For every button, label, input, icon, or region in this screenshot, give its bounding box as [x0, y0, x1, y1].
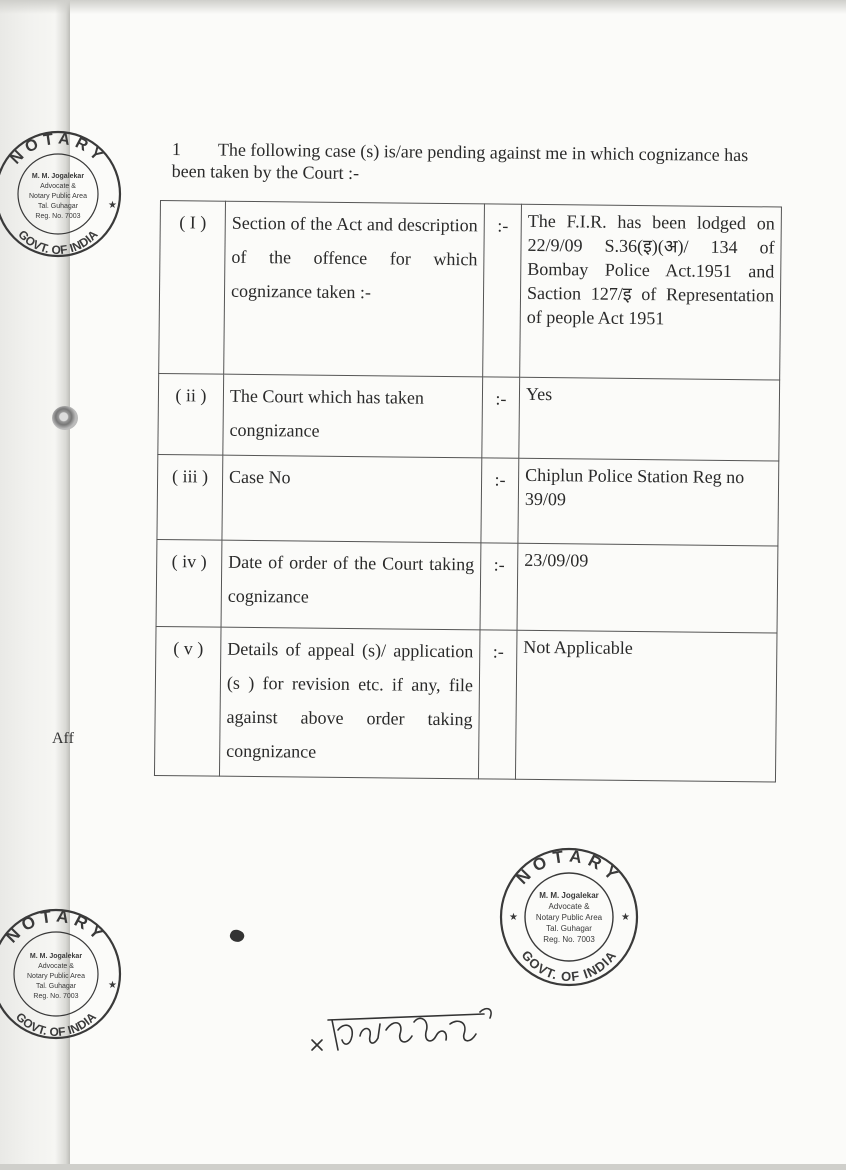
row-separator: :-: [481, 458, 519, 543]
seal-line: Notary Public Area: [29, 193, 87, 200]
seal-star-icon: ★: [108, 200, 117, 211]
seal-bottom-text: GOVT. OF INDIA: [13, 1009, 99, 1040]
seal-line: Tal. Guhagar: [546, 924, 592, 933]
seal-line: Tal. Guhagar: [35, 983, 77, 990]
row-separator: :-: [480, 543, 518, 630]
seal-line: Reg. No. 7003: [33, 993, 79, 1000]
seal-bottom-text: GOVT. OF INDIA: [15, 227, 101, 258]
seal-line: M. M. Jogalekar: [539, 891, 599, 900]
scan-bottom-edge: [0, 1164, 846, 1170]
svg-text:NOTARY: [7, 130, 108, 167]
row-number: ( iii ): [157, 454, 223, 540]
seal-line: Notary Public Area: [27, 973, 85, 980]
row-number: ( ii ): [158, 373, 224, 455]
seal-star-icon: ★: [621, 912, 630, 923]
case-table: [154, 200, 782, 782]
row-number: ( v ): [154, 626, 221, 776]
intro-number: 1: [171, 138, 181, 160]
row-value: Yes: [519, 377, 780, 461]
row-label: The Court which has taken congnizance: [223, 374, 483, 458]
scan-top-edge: [0, 0, 846, 14]
ink-smudge: [228, 928, 246, 945]
seal-star-icon: ★: [108, 980, 117, 991]
row-value: Chiplun Police Station Reg no 39/09: [518, 458, 779, 546]
seal-top-text: NOTARY: [512, 846, 626, 888]
svg-text:GOVT. OF INDIA: [15, 227, 100, 257]
intro-paragraph: [172, 138, 777, 188]
svg-text:GOVT. OF INDIA: [13, 1009, 99, 1039]
seal-line: Reg. No. 7003: [35, 213, 81, 220]
seal-line: Tal. Guhagar: [37, 203, 79, 210]
svg-text:NOTARY: [512, 846, 625, 888]
seal-line: M. M. Jogalekar: [29, 953, 83, 960]
table-row: [157, 454, 779, 545]
seal-top-text: NOTARY: [7, 130, 109, 168]
row-value: Not Applicable: [515, 630, 777, 782]
intro-text: The following case (s) is/are pending against me in which cognizance has been taken by the Court :-: [171, 139, 749, 183]
staple-mark: [52, 406, 78, 430]
notary-seal: [494, 842, 644, 992]
seal-line: Reg. No. 7003: [543, 935, 595, 944]
signature: [308, 1000, 508, 1070]
seal-bottom-text: GOVT. OF INDIA: [518, 947, 620, 985]
row-separator: :-: [482, 377, 520, 458]
seal-line: Advocate &: [40, 183, 76, 190]
notary-seal-partial-top: [0, 116, 134, 266]
notary-seal-partial-bottom: [0, 892, 134, 1052]
table-row: [159, 201, 782, 380]
row-label: Details of appeal (s)/ application (s ) for revision etc. if any, file against above order taking congnizance: [219, 627, 480, 779]
seal-line: Notary Public Area: [535, 913, 603, 922]
seal-star-icon: ★: [509, 912, 518, 923]
seal-line: M. M. Jogalekar: [31, 173, 85, 180]
seal-line: Advocate &: [38, 963, 74, 970]
margin-note: Aff: [52, 730, 74, 747]
seal-top-text: NOTARY: [2, 906, 110, 947]
row-number: ( iv ): [156, 539, 222, 627]
row-value: The F.I.R. has been lodged on 22/9/09 S.36(इ)(अ)/ 134 of Bombay Police Act.1951 and Saction 127/इ of Representation of people Act 1951: [520, 204, 782, 380]
svg-text:NOTARY: [2, 906, 110, 946]
row-label: Section of the Act and description of the offence for which cognizance taken :-: [224, 201, 485, 377]
row-separator: :-: [483, 204, 522, 377]
table-row: [156, 539, 778, 632]
row-value: 23/09/09: [517, 543, 778, 633]
table-row: [154, 626, 777, 781]
row-separator: :-: [478, 630, 517, 779]
row-label: Date of order of the Court taking cognizance: [221, 540, 481, 630]
row-label: Case No: [222, 455, 482, 543]
svg-text:GOVT. OF INDIA: [518, 948, 619, 985]
row-number: ( I ): [159, 201, 226, 375]
seal-line: Advocate &: [548, 902, 590, 911]
table-row: [158, 373, 780, 460]
